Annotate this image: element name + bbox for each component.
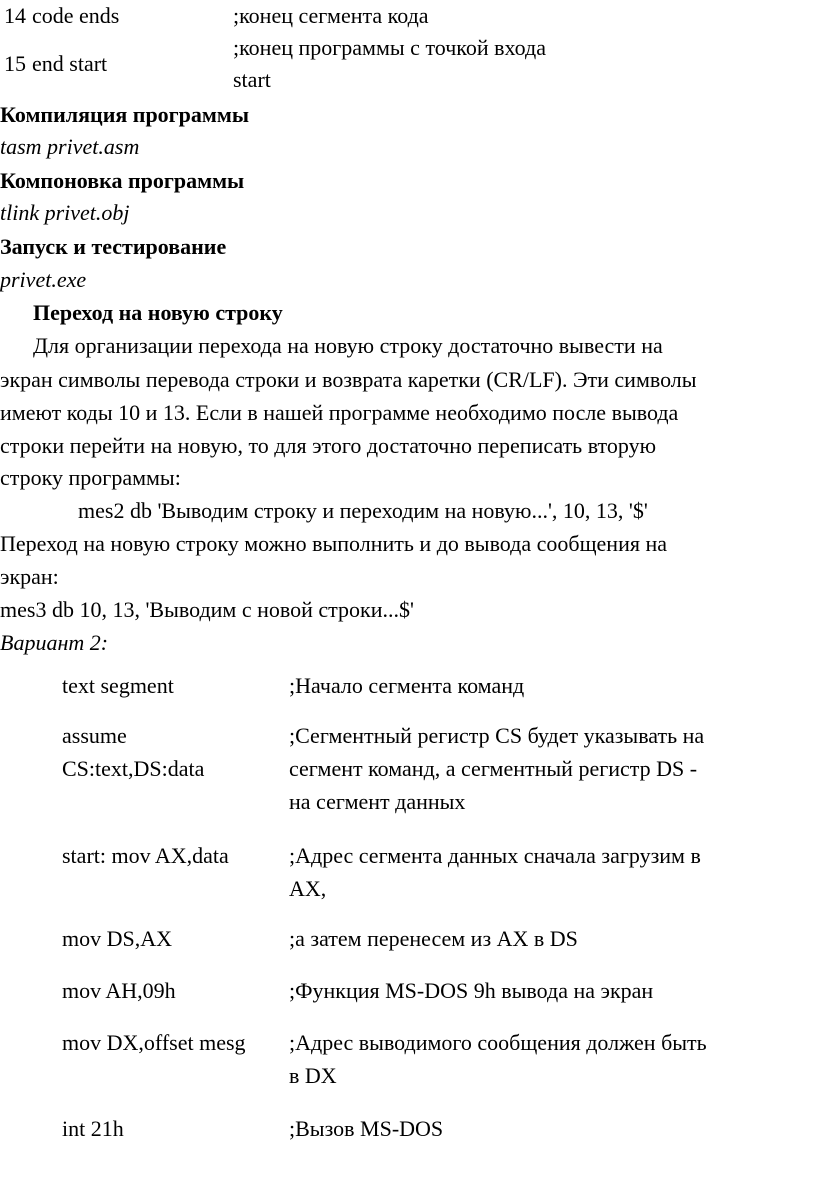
comment-cell: ;Адрес сегмента данных сначала загрузим в [289,843,701,868]
comment-cell-continued: в DX [289,1063,337,1088]
variant-label: Вариант 2: [0,630,109,655]
comment-cell-continued: AX, [289,876,327,901]
code-example-2: mes3 db 10, 13, 'Выводим с новой строки...$' [0,597,414,622]
comment-cell-continued: start [233,67,271,92]
code-cell: mov DX,offset mesg [62,1030,246,1055]
run-command: privet.exe [0,267,87,292]
comment-cell: ;конец сегмента кода [233,3,429,28]
comment-cell: ;Адрес выводимого сообщения должен быть [289,1030,707,1055]
run-heading: Запуск и тестирование [0,234,227,259]
code-cell: mov DS,AX [62,926,173,951]
compile-command: tasm privet.asm [0,134,140,159]
comment-cell: ;конец программы с точкой входа [233,35,546,60]
paragraph-line: строку программы: [0,465,181,490]
paragraph-line: экран символы перевода строки и возврата каретки (CR/LF). Эти символы [0,367,697,392]
code-cell-continued: CS:text,DS:data [62,756,205,781]
code-cell: end start [32,51,108,76]
comment-cell: ;Сегментный регистр CS будет указывать на [289,723,705,748]
line-number: 15 [4,51,26,76]
comment-cell-continued: на сегмент данных [289,789,466,814]
code-row-15 [4,48,107,80]
code-cell: int 21h [62,1116,124,1141]
comment-cell: ;Вызов MS-DOS [289,1116,444,1141]
code-cell: mov AH,09h [62,978,176,1003]
comment-cell-continued: сегмент команд, а сегментный регистр DS - [289,756,698,781]
comment-cell: ;а затем перенесем из AX в DS [289,926,578,951]
code-cell: code ends [32,3,120,28]
paragraph-line: строки перейти на новую, то для этого достаточно переписать вторую [0,433,657,458]
link-heading: Компоновка программы [0,168,245,193]
paragraph-line: экран: [0,564,59,589]
code-example-1: mes2 db 'Выводим строку и переходим на новую...', 10, 13, '$' [78,498,648,523]
compile-heading: Компиляция программы [0,102,250,127]
comment-cell: ;Начало сегмента команд [289,673,525,698]
paragraph-line: имеют коды 10 и 13. Если в нашей программе необходимо после вывода [0,400,679,425]
code-cell: start: mov AX,data [62,843,229,868]
comment-cell: ;Функция MS-DOS 9h вывода на экран [289,978,654,1003]
link-command: tlink privet.obj [0,200,130,225]
section-heading: Переход на новую строку [33,300,283,325]
code-cell: text segment [62,673,174,698]
code-row-14 [4,0,119,32]
paragraph-line: Переход на новую строку можно выполнить и до вывода сообщения на [0,531,667,556]
paragraph-line: Для организации перехода на новую строку достаточно вывести на [33,333,663,358]
line-number: 14 [4,3,26,28]
code-cell: assume [62,723,127,748]
